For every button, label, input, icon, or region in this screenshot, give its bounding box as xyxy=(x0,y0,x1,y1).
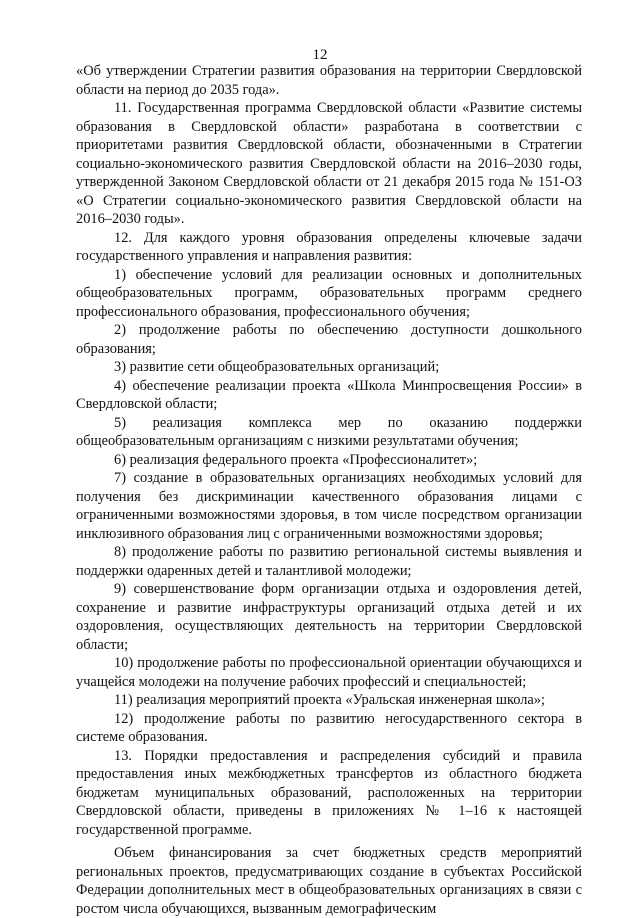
list-item-10: 10) продолжение работы по профессиональной ориентации обучающихся и учащейся молодежи на получение рабочих профессий и специальностей; xyxy=(76,655,582,690)
list-item-5: 5) реализация комплекса мер по оказанию поддержки общеобразовательным организациям с низкими результатами обучения; xyxy=(76,414,582,449)
paragraph-funding-volume: Объем финансирования за счет бюджетных средств мероприятий региональных проектов, предусматривающих создание в субъектах Российской Федерации дополнительных мест в общеобразовательных организациях в связи с ростом числа обучающихся, вызванным демографическим xyxy=(76,845,582,917)
list-item-7: 7) создание в образовательных организациях необходимых условий для получения без дискриминации качественного образования лицами с ограниченными возможностями здоровья, в том числе посредством организации инклюзивного образования лиц с ограниченными возможностями здоровья; xyxy=(76,470,582,542)
list-item-2: 2) продолжение работы по обеспечению доступности дошкольного образования; xyxy=(76,322,582,357)
page-number: 12 xyxy=(312,47,328,63)
list-item-11: 11) реализация мероприятий проекта «Уральская инженерная школа»; xyxy=(114,692,545,708)
paragraph-strategy-title-end: «Об утверждении Стратегии развития образования на территории Свердловской области на период до 2035 года». xyxy=(76,63,582,98)
list-item-6: 6) реализация федерального проекта «Профессионалитет»; xyxy=(114,451,478,468)
paragraph-12-key-tasks: 12. Для каждого уровня образования определены ключевые задачи государственного управления и направления развития: xyxy=(76,229,582,264)
list-item-1: 1) обеспечение условий для реализации основных и дополнительных общеобразовательных программ, образовательных программ среднего профессионального образования, профессионального обучения; xyxy=(76,266,582,320)
list-item-9: 9) совершенствование форм организации отдыха и оздоровления детей, сохранение и развитие инфраструктуры организаций отдыха детей и их оздоровления, осуществляющих деятельность на территории Свердловской области; xyxy=(76,581,582,653)
list-item-4: 4) обеспечение реализации проекта «Школа Минпросвещения России» в Свердловской области; xyxy=(76,377,582,412)
list-item-8: 8) продолжение работы по развитию региональной системы выявления и поддержки одаренных детей и талантливой молодежи; xyxy=(76,544,582,579)
paragraph-13-subsidies: 13. Порядки предоставления и распределения субсидий и правила предоставления иных межбюджетных трансфертов из областного бюджета бюджетам муниципальных образований, расположенных на территории Свердловской области, приведены в приложениях № 1–16 к настоящей государственной программе. xyxy=(76,747,582,838)
list-item-3: 3) развитие сети общеобразовательных организаций; xyxy=(114,359,440,375)
paragraph-11-state-program: 11. Государственная программа Свердловской области «Развитие системы образования в Свердловской области» разработана в соответствии с приоритетами развития Свердловской области, обозначенными в Стратегии социально-экономического развития Свердловской области на 2016–2030 годы, утвержденной Законом Свердловской области от 21 декабря 2015 года № 151-ОЗ «О Стратегии социально-экономического развития Свердловской области на 2016–2030 годы». xyxy=(76,100,582,227)
document-body xyxy=(76,62,582,918)
list-item-12: 12) продолжение работы по развитию негосударственного сектора в системе образования. xyxy=(76,710,582,745)
